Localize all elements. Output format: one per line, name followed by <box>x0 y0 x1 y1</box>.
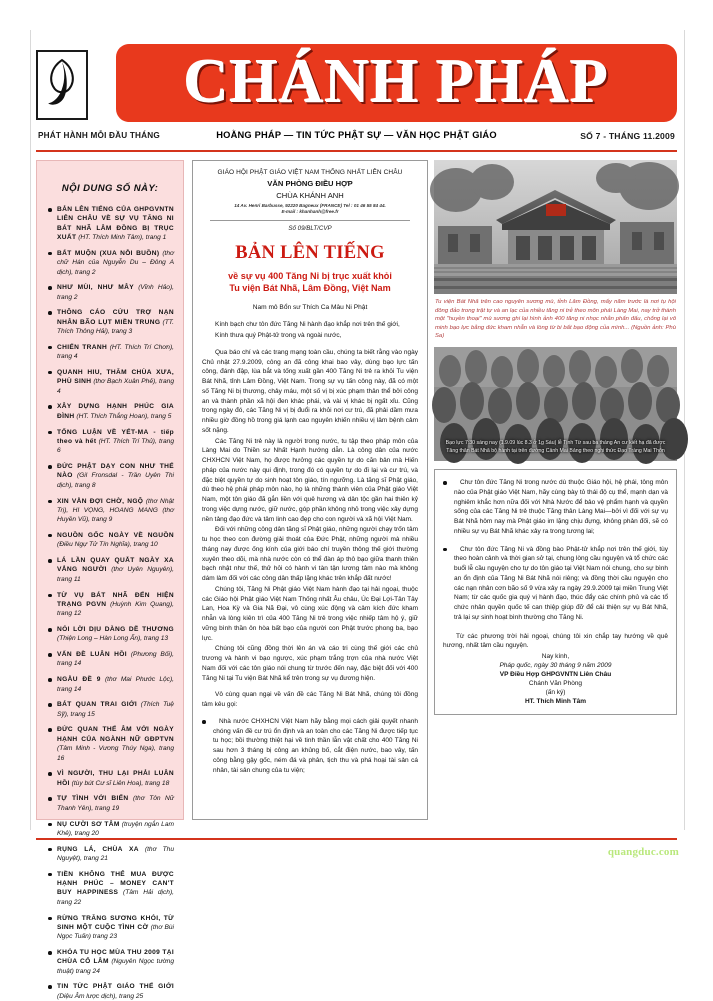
toc-item[interactable] <box>46 914 174 942</box>
toc-item-headline: QUANH HIU, THĂM CHÙA XƯA, PHÙ SINH <box>57 368 174 386</box>
toc-item-headline: ĐỨC PHẬT DẠY CON NHƯ THẾ NÀO <box>57 463 174 480</box>
toc-item-headline: NHƯ MÙI, NHƯ MÂY <box>57 284 134 292</box>
toc-item[interactable] <box>46 591 174 619</box>
toc-item-headline: RỤNG LÁ, CHÙA XA <box>57 845 139 853</box>
toc-item-headline: KHÓA TU HỌC MÙA THU 2009 TẠI CHÙA CỔ LÂM <box>57 949 175 966</box>
signatory-name: HT. Thích Minh Tâm <box>524 698 587 706</box>
toc-item-headline: CHIẾN TRANH <box>57 343 108 351</box>
toc-item-author-page: (HT. Thích Thắng Hoan), trang 5 <box>76 412 172 420</box>
masthead <box>36 44 677 148</box>
toc-item-author-page: (Thích Tuệ Sỹ), trang 15 <box>57 701 174 718</box>
toc-item[interactable] <box>46 531 174 550</box>
demand-bullet-2: Chư tôn đức Tăng Ni trong nước dù thuộc Giáo hội, hệ phái, tông môn nào của Phật giáo Việt Nam, hãy cùng bày tỏ thái độ cụ thể, mạnh dạn và nghiêm khắc hơn nữa đối với Nhà Nước để bảo vệ phẩm hạnh và quyền sống của các Tăng Ni trẻ thuộc Tăng thân Làng Mai—bởi vì đối với sự vụ Bát Nhã hôm nay mà Phật giáo im lặng chịu đựng, không phản đối, sẽ có nhiều sự vụ Bát Nhã khác xảy ra trong tương lai; <box>443 478 668 537</box>
toc-item-author-page: (Nguyên Ngọc tường thuật) trang 24 <box>57 958 174 975</box>
toc-item-headline: THÔNG CÁO CỨU TRỢ NẠN NHÂN BÃO LỤT MIỀN TRUNG <box>57 309 174 326</box>
toc-item[interactable] <box>46 625 174 644</box>
toc-item-headline: XÂY DỰNG HẠNH PHÚC GIA ĐÌNH <box>57 403 174 420</box>
toc-item-author-page: (thơ Uyên Nguyên), trang 11 <box>57 566 175 583</box>
toc-item-headline: TỰ TÌNH VỚI BIỂN <box>57 795 129 803</box>
toc-item-author-page: (Vĩnh Hảo), trang 2 <box>57 284 174 301</box>
footer-divider <box>36 838 677 840</box>
bat-nha-monastery-photo <box>434 160 677 294</box>
toc-item[interactable] <box>46 870 174 907</box>
table-of-contents <box>36 160 184 1000</box>
toc-item-headline: RỪNG TRĂNG SƯƠNG KHÓI, TỪ SINH MỘT CUỘC TÌNH CỜ <box>57 914 174 931</box>
toc-item-author-page: (tùy bút Cư sĩ Liên Hoa), trang 18 <box>71 779 170 787</box>
toc-item-headline: NÓI LỜI DỊU DÀNG DỄ THƯƠNG <box>57 626 174 634</box>
organization-name: GIÁO HỘI PHẬT GIÁO VIỆT NAM THỐNG NHẤT LIÊN CHÂU <box>217 169 403 176</box>
address-street: 14 Av. Henri Barbusse, 92220 Bagneux (FRANCE) Tel : 01 46 55 84 44. <box>234 202 386 208</box>
toc-item-headline: ĐỨC QUAN THẾ ÂM VỚI NGÀY HẠNH CỦA NGÀNH NỮ GĐPTVN <box>57 726 174 743</box>
address-email: E-mail : khanhanh@free.fr <box>281 209 339 215</box>
toc-item-headline: NGUỒN GỐC NGÀY VỀ NGUỒN <box>57 531 174 539</box>
toc-item-headline: NỤ CƯỜI SƠ TÂM <box>57 820 120 828</box>
signature-office: VP Điều Hợp GHPGVNTN Liên Châu <box>499 671 612 679</box>
toc-item-author-page: (Diệu Âm lược dịch), trang 25 <box>57 992 144 1000</box>
toc-item[interactable] <box>46 283 174 302</box>
subheadline-line-2: Tu viện Bát Nhã, Lâm Đồng, Việt Nam <box>229 283 391 294</box>
demand-bullet-1: Nhà nước CHXHCN Việt Nam hãy bằng mọi cách giải quyết nhanh chóng vấn đề cư trú ổn định và an toàn cho các Tăng Ni được tiếp tục tu học; bồi thường thiệt hại về tinh thần lẫn vật chất cho 400 Tăng Ni sau hơn 3 tháng bị công an khủng bố, cắt điện nước, bao vây, tấn công bằng gậy gốc, ném đá và phân, tịch thu và phá hoại tài sản cá nhân, tài sản chung của tu viện; <box>202 717 418 776</box>
toc-item[interactable] <box>46 462 174 490</box>
signature-place-date: Pháp quốc, ngày 30 tháng 9 năm 2009 <box>499 662 612 670</box>
toc-item[interactable] <box>46 769 174 788</box>
toc-item-author-page: (thơ Nhật Trị), HI VỌNG, HOANG MANG (thơ Huyền Vũ), trang 9 <box>57 497 174 524</box>
toc-item[interactable] <box>46 205 174 242</box>
toc-item-author-page: (thơ Mai Phước Lộc), trang 14 <box>57 676 174 693</box>
toc-title: NỘI DUNG SỐ NÀY: <box>61 183 159 194</box>
toc-item[interactable] <box>46 308 174 336</box>
subheadline-line-1: về sự vụ 400 Tăng Ni bị trục xuất khỏi <box>228 270 392 281</box>
salutation-2: Kính thưa quý Phật-tử trong và ngoài nước, <box>215 332 342 340</box>
closing-paragraph: Từ các phương trời hải ngoại, chúng tôi xin chắp tay hướng về quê hương, nhất tâm cầu nguyện. <box>443 632 668 650</box>
photo-1-caption: Tu viện Bát Nhã trên cao nguyên sương mù, tỉnh Lâm Đồng, mấy năm trước là nơi tụ hội đông đảo trong trật tự và an lạc của nhiều tăng ni trẻ theo môn phái Làng Mai, nay trở thành một "huyền thoại" mù sương ghi lại hình ảnh 400 tăng ni nhọc nhằn phấn đấu, chống lại vô minh bạo lực bằng đức kham nhẫn và lòng từ bi bất bạo động của mình... (Nguồn ảnh: Phù Sa) <box>435 299 676 340</box>
toc-item-headline: TIN TỨC PHẬT GIÁO THẾ GIỚI <box>57 983 174 991</box>
toc-item[interactable] <box>46 497 174 525</box>
monks-procession-photo <box>434 347 677 461</box>
signature-role: Chánh Văn Phòng <box>528 680 583 688</box>
buddhist-invocation: Nam mô Bổn sư Thích Ca Mâu Ni Phật <box>252 304 368 312</box>
toc-item-author-page: (HT. Thích Trí Thủ), trang 6 <box>57 437 174 455</box>
toc-item-headline: TỪ VỤ BÁT NHÃ ĐẾN HIỆN TRẠNG PGVN <box>57 591 174 608</box>
document-reference: Số 09/BLT/CVP <box>288 224 332 232</box>
signature-seal: (ấn ký) <box>545 689 566 697</box>
article-headline: BẢN LÊN TIẾNG <box>235 242 385 263</box>
toc-item-author-page: (Điều Ngự Tử Tín Nghĩa), trang 10 <box>57 541 158 549</box>
toc-item[interactable] <box>46 794 174 813</box>
toc-item-author-page: (thơ Thu Nguyệt), trang 21 <box>57 845 175 862</box>
right-column <box>434 160 677 820</box>
toc-item-author-page: (Tâm Minh - Vương Thúy Nga), trang 16 <box>57 745 174 762</box>
body-paragraph-6: Vô cùng quan ngại về vấn đề các Tăng Ni Bát Nhã, chúng tôi đồng tâm kêu gọi: <box>202 691 418 709</box>
toc-item-author-page: (thơ Tôn Nữ Thanh Yên), trang 19 <box>57 795 174 812</box>
toc-item[interactable] <box>46 343 174 362</box>
toc-item-headline: BÁT QUAN TRAI GIỚI <box>57 701 138 709</box>
toc-item[interactable] <box>46 249 174 277</box>
bodhi-leaf-logo <box>36 50 88 120</box>
toc-item-author-page: (thơ Bùi Ngọc Tuấn) trang 23 <box>57 923 174 941</box>
issue-number: SỐ 7 - THÁNG 11.2009 <box>580 131 675 141</box>
page-title: CHÁNH PHÁP <box>183 47 610 116</box>
toc-item-author-page: (TT. Thích Thông Hải), trang 3 <box>57 318 174 336</box>
article-subheadline <box>202 270 418 295</box>
toc-item-author-page: (Huỳnh Kim Quang), trang 12 <box>57 600 174 618</box>
closing-salutation: Nay kính, <box>541 653 570 661</box>
toc-item-author-page: (HT. Thích Trí Chơn), trang 4 <box>57 343 174 361</box>
temple-name: CHÙA KHÁNH ANH <box>276 190 344 200</box>
toc-item[interactable] <box>46 820 174 839</box>
toc-item-headline: BẢN LÊN TIẾNG CỦA GHPGVNTN LIÊN CHÂU VỀ SỰ VỤ TĂNG NI BÁT NHÃ LÂM ĐỒNG BỊ TRỤC XUẤT <box>57 206 174 242</box>
toc-item-headline: TIỀN KHÔNG THỂ MUA ĐƯỢC HẠNH PHÚC – MONEY CAN'T BUY HAPPINESS <box>57 870 174 897</box>
toc-item[interactable] <box>46 982 174 1001</box>
publication-sections: HOẰNG PHÁP — TIN TỨC PHẬT SỰ — VĂN HỌC PHẬT GIÁO <box>216 130 497 140</box>
toc-item-author-page: (Tâm Hải dịch), trang 22 <box>57 889 174 906</box>
page-frame-left <box>30 30 31 830</box>
masthead-title-plate <box>116 44 677 122</box>
toc-item-headline: NGẪU ĐỀ 9 <box>57 676 101 684</box>
site-watermark: quangduc.com <box>607 846 679 858</box>
toc-item-author-page: (thơ Bạch Xuân Phẻ), trang 4 <box>57 378 174 395</box>
toc-item-author-page: (HT. Thích Minh Tâm), trang 1 <box>78 234 167 242</box>
publication-frequency: PHÁT HÀNH MỖI ĐẦU THÁNG <box>38 131 160 140</box>
organization-address <box>202 203 418 216</box>
statement-continuation-box <box>434 469 677 715</box>
toc-item[interactable] <box>46 700 174 719</box>
body-paragraph-2: Các Tăng Ni trẻ này là người trong nước, tu tập theo pháp môn của Làng Mai do Thiền sư Nhất Hạnh hướng dẫn. Là công dân của nước CHXHCN Việt Nam, họ được hưởng các quyền tự do căn bản mà Hiến pháp của nước này qui định, trong đó có quyền tự do đi lại và cư trú, và đặc biệt quyền tự do sinh hoạt tôn giáo, tín ngưỡng. Là tăng sĩ Phật giáo, dù theo hệ phái pháp môn nào, họ là những thành viên của Phật giáo Việt Nam, một tôn giáo đã gắn liền với quê hương và dân tộc gần hai thiên kỷ trong việc dựng nước, giữ nước, góp phần không nhỏ trong việc xây dựng nền tảng đạo đức và tâm linh cao đẹp cho con người và xã hội Việt Nam. <box>202 437 418 523</box>
body-paragraph-3: Đối với những công dân tăng sĩ Phật giáo, những người chạy trốn tâm tu học theo con đường giải thoát của Đức Phật, những người mà nhiều tháng nay được ống kính của giới báo chí truyền thông thế giới thường xuyên theo dõi, mà nhà nước còn có thể đàn áp thô bạo giữa thanh thiên bạch nhật như thế, thử hỏi có hành vi tàn tận lương tâm nào mà không dám làm đối với các công dân thấp lặng khác trên khắp đất nước! <box>202 526 418 583</box>
toc-list <box>46 205 174 1001</box>
masthead-tagline-row <box>36 128 677 148</box>
toc-item[interactable] <box>46 428 174 456</box>
toc-item-headline: LÁ LẦN QUAY QUẮT NGÀY XA VẮNG NGƯỜI <box>57 557 174 574</box>
office-name: VĂN PHÒNG ĐIỀU HỢP <box>267 179 353 188</box>
toc-item-headline: VÌ NGƯỜI, THU LẠI PHẢI LUÂN HỒI <box>57 770 174 787</box>
toc-item[interactable] <box>46 556 174 584</box>
body-paragraph-5: Chúng tôi cũng đồng thời lên án và cáo tri cùng thế giới các chủ trương và hành vi bạo ngược, xúc phạm trắng trợn của nhà nước Việt Nam đối với các tôn giáo nói chung từ trước đến nay, đặc biệt đối với 400 Tăng Ni tại Tu viện Bát Nhã kể trên trong sự vụ đương hiện. <box>202 645 418 682</box>
body-paragraph-4: Chúng tôi, Tăng Ni Phật giáo Việt Nam hành đạo tại hải ngoại, thuộc các Giáo hội Phật giáo Việt Nam Thống nhất Âu châu, Úc Đại Lợi-Tân Tây Lan, Hoa Kỳ và Gia Nã Đại, vô cùng xúc động và cảm kích đức kham nhẫn và lòng kiên trì của 400 Tăng Ni trẻ trong việc nhiếp tâm hộ ý, giữ vững bình thần ôn hòa bất bạo của người con Phật trước phong ba, bạo lực. <box>202 585 418 642</box>
toc-item[interactable] <box>46 402 174 421</box>
toc-item-headline: XIN VẪN ĐỢI CHỜ, NGỘ <box>57 497 144 505</box>
salutation-1: Kính bạch chư tôn đức Tăng Ni hành đạo khắp nơi trên thế giới, <box>215 321 400 329</box>
statement-column <box>192 160 428 820</box>
org-divider <box>210 220 410 221</box>
toc-item[interactable] <box>46 368 174 396</box>
toc-item-headline: TỔNG LUẬN VỀ YẾT-MA - tiếp theo và hết <box>57 428 174 445</box>
body-paragraph-1: Qua báo chí và các trang mạng toàn cầu, chúng ta biết rằng vào ngày Chủ nhật 27.9.2009, công an đã công khai bao vây, dùng bạo lực tấn công, đánh đập, lùa bắt và tống xuất gần 400 Tăng Ni trẻ ra khỏi Tu viện Bát Nhã, tỉnh Lâm Đồng, Việt Nam. Trong sự vụ tấn công này, đã có một số Tăng Ni bị thương, chảy máu, một số vị bị xúc phạm thân thể bởi công an và thành phần xã hội đen khác phái, và vài vị khác bị ngất xỉu. Cũng trong ngày đó, các Tăng Ni vị bị đuổi ra khỏi nơi cư trú, đã phải dầm mưa nhiều giờ đồng hồ trong giá lạnh cao nguyên khiến nhiều vị lâm bệnh cảm sốt nặng. <box>202 348 418 434</box>
toc-item[interactable] <box>46 675 174 694</box>
photo-2-overlay-caption: Bạo lực 7:30 sáng nay (1.9.09 lúc 8.3 ở 1g Sáu) lễ Tịnh Từ sau ba tháng An cư kiết hạ đã được Tăng thân Bát Nhã bộ hành tại trên đường Cảnh Mai Bảng theo nghi thức Đạo Tràng Mai Thôn <box>445 440 666 455</box>
toc-item[interactable] <box>46 725 174 762</box>
masthead-divider <box>36 150 677 152</box>
toc-item[interactable] <box>46 650 174 669</box>
toc-item-author-page: (Phương Bối), trang 14 <box>57 651 174 668</box>
toc-item-author-page: (truyện ngắn Lam Khê), trang 20 <box>57 820 174 837</box>
toc-item-author-page: (thơ chữ Hán của Nguyễn Du – Đông A dịch), trang 2 <box>57 249 174 276</box>
toc-item[interactable] <box>46 845 174 864</box>
toc-item-headline: BẤT MUỘN (XUA NỖI BUỒN) <box>57 249 160 257</box>
toc-item[interactable] <box>46 948 174 976</box>
demand-bullet-3: Chư tôn đức Tăng Ni và đồng bào Phật-tử khắp nơi trên thế giới, tùy theo hoàn cảnh và thời gian sở tại, chung lòng cầu nguyện và tổ chức các buổi lễ cầu nguyện cho tự do tôn giáo tại Việt Nam nói chung, cho sự bình an ổn định của Tăng Ni Bát Nhã nói riêng; và đồng thời cầu nguyện cho các nạn nhân cơn bão số 9 vừa xảy ra ngày 29.9.2009 tại miền Trung Việt Nam; từ các quốc gia quý vị hành đạo, thúc đẩy các chính phủ và các tổ chức nhân quyền quốc tế can thiệp giúp đỡ để cải thiện sự vụ Bát Nhã, trả lại sự sinh hoạt bình thường cho Tăng Ni. <box>443 545 668 623</box>
toc-item-author-page: (Thiện Long – Hàn Long Ẩn), trang 13 <box>57 635 169 643</box>
toc-item-author-page: (Gil Fronsdal - Trần Uyên Thi dịch), trang 8 <box>57 472 174 489</box>
toc-item-headline: VẤN ĐỀ LUÂN HỒI <box>57 651 127 659</box>
